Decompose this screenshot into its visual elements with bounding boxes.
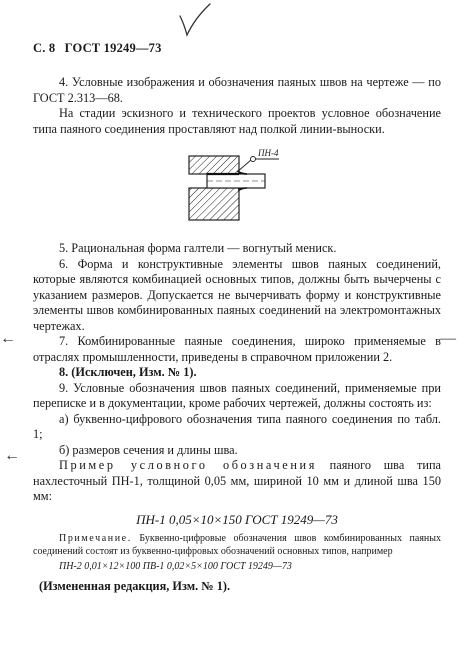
paragraph-4b: На стадии эскизного и технического проектов условное обозначение типа паяного соединения проставляют над полкой линии-выноски. xyxy=(33,106,441,136)
note-example: ПН-2 0,01×12×100 ПВ-1 0,02×5×100 ГОСТ 19249—73 xyxy=(59,561,292,572)
revision-note: (Измененная редакция, Изм. № 1). xyxy=(39,579,231,593)
standard-code: ГОСТ 19249—73 xyxy=(64,41,162,55)
paragraph-7: 7. Комбинированные паяные соединения, широко применяемые в отраслях промышленности, приведены в справочном приложении 2. xyxy=(33,334,441,364)
right-margin-dash-icon: — xyxy=(440,330,456,347)
main-text-block xyxy=(33,241,441,595)
paragraph-8: 8. (Исключен, Изм. № 1). xyxy=(59,365,197,379)
paragraph-9a: а) буквенно-цифрового обозначения типа паяного соединения по табл. 1; xyxy=(33,411,441,441)
note-rest: Буквенно-цифровые обозначения швов комбинированных паяных соединений состоят из буквенно-цифровых обозначений основных типов, например xyxy=(33,533,441,557)
paragraph-5: 5. Рациональная форма галтели — вогнутый мениск. xyxy=(59,241,337,255)
example-rest: паяного шва типа нахлесточный ПН-1, толщиной 0,05 мм, шириной 10 мм и длиной шва 150 мм: xyxy=(33,458,441,503)
left-margin-arrow-icon: ← xyxy=(0,330,16,347)
note-paragraph xyxy=(33,533,441,558)
top-text-block xyxy=(33,75,441,137)
example-paragraph xyxy=(33,458,441,505)
solder-joint-figure xyxy=(175,148,305,230)
paragraph-9: 9. Условные обозначения швов паяных соединений, применяемые при переписке и в документации, кроме рабочих чертежей, должны состоять из: xyxy=(33,380,441,410)
left-margin-arrow-icon-2: ← xyxy=(4,447,20,464)
example-lead: Пример условного обозначения xyxy=(59,458,317,472)
paragraph-4: 4. Условные изображения и обозначения паяных швов на чертеже — по ГОСТ 2.313—68. xyxy=(33,75,441,105)
paragraph-6: 6. Форма и конструктивные элементы швов паяных соединений, которые являются комбинацией основных типов, должны быть вычерчены с указанием размеров. Допускается не вычерчивать форму и конструктивные элементы швов комбинированных паяных соединений на электромонтажных чертежах. xyxy=(33,256,441,333)
page-number: С. 8 xyxy=(33,41,56,55)
page-header xyxy=(33,41,162,56)
figure-label: ПН-4 xyxy=(258,148,279,158)
paragraph-9b: б) размеров сечения и длины шва. xyxy=(59,442,238,457)
note-lead: Примечание. xyxy=(59,533,132,544)
check-mark-icon xyxy=(178,2,212,40)
designation-formula: ПН-1 0,05×10×150 ГОСТ 19249—73 xyxy=(136,511,338,527)
